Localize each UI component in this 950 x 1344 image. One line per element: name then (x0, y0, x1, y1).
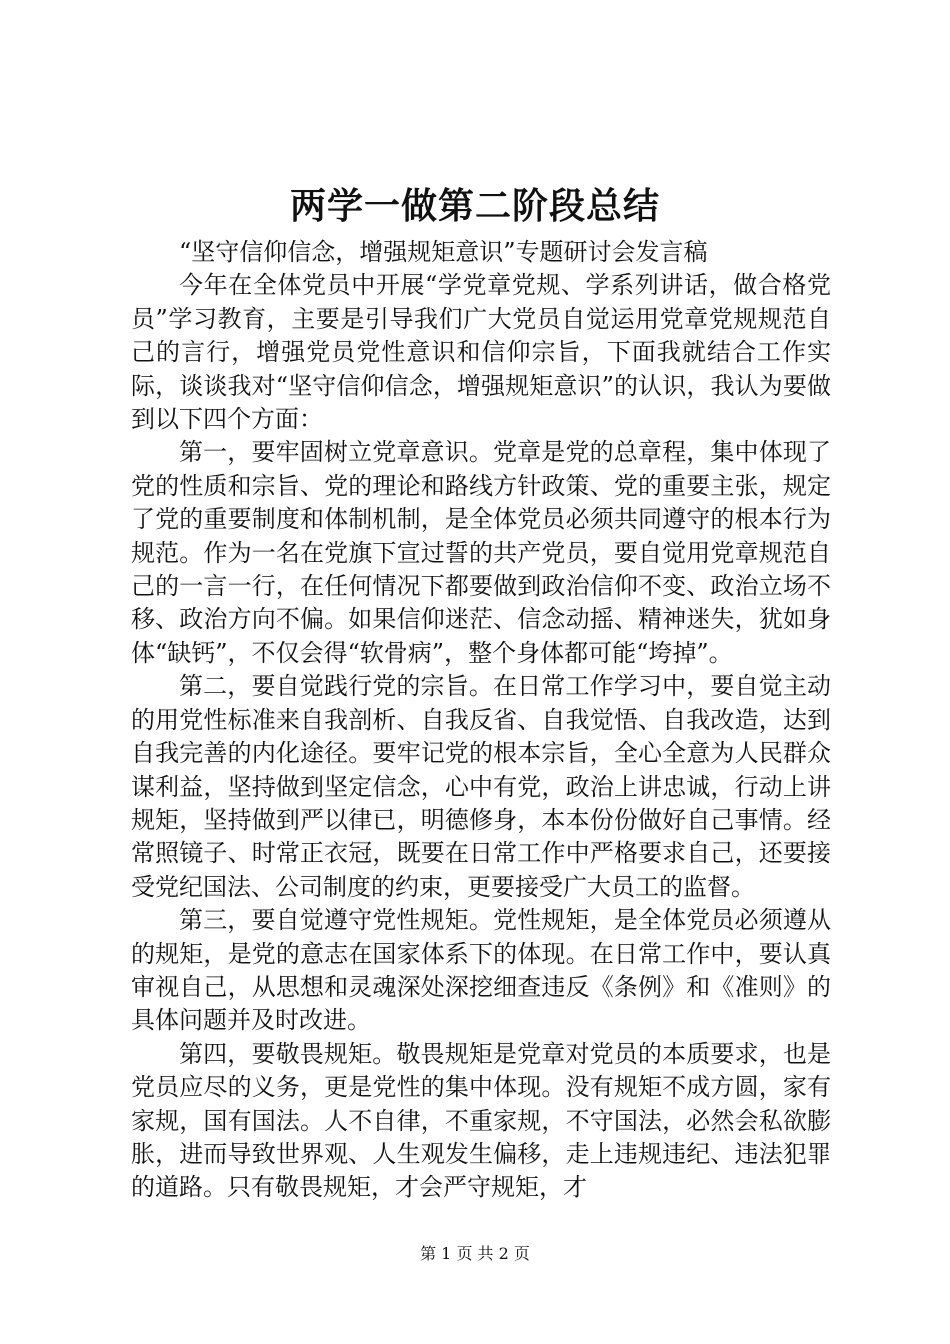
paragraph-point-3: 第三，要自觉遵守党性规矩。党性规矩，是全体党员必须遵从的规矩，是党的意志在国家体系下的体现。在日常工作中，要认真审视自己，从思想和灵魂深处深挖细查违反《条例》和《准则》的具体问题并及时改进。 (131, 906, 831, 1035)
document-body (131, 236, 831, 1205)
paragraph-point-4: 第四，要敬畏规矩。敬畏规矩是党章对党员的本质要求，也是党员应尽的义务，更是党性的集中体现。没有规矩不成方圆，家有家规，国有国法。人不自律，不重家规，不守国法，必然会私欲膨胀，进而导致世界观、人生观发生偏移，走上违规违纪、违法犯罪的道路。只有敬畏规矩，才会严守规矩，才 (131, 1039, 831, 1202)
paragraph-intro: 今年在全体党员中开展“学党章党规、学系列讲话，做合格党员”学习教育，主要是引导我们广大党员自觉运用党章党规规范自己的言行，增强党员党性意识和信仰宗旨，下面我就结合工作实际，谈谈我对“坚守信仰信念，增强规矩意识”的认识，我认为要做到以下四个方面： (131, 271, 831, 434)
paragraph-point-2: 第二，要自觉践行党的宗旨。在日常工作学习中，要自觉主动的用党性标准来自我剖析、自我反省、自我觉悟、自我改造，达到自我完善的内化途径。要牢记党的根本宗旨，全心全意为人民群众谋利益，坚持做到坚定信念，心中有党，政治上讲忠诚，行动上讲规矩，坚持做到严以律已，明德修身，本本份份做好自己事情。经常照镜子、时常正衣冠，既要在日常工作中严格要求自己，还要接受党纪国法、公司制度的约束，更要接受广大员工的监督。 (131, 672, 831, 901)
paragraph-point-1: 第一，要牢固树立党章意识。党章是党的总章程，集中体现了党的性质和宗旨、党的理论和路线方针政策、党的重要主张，规定了党的重要制度和体制机制，是全体党员必须共同遵守的根本行为规范。作为一名在党旗下宣过誓的共产党员，要自觉用党章规范自己的一言一行，在任何情况下都要做到政治信仰不变、政治立场不移、政治方向不偏。如果信仰迷茫、信念动摇、精神迷失，犹如身体“缺钙”，不仅会得“软骨病”，整个身体都可能“垮掉”。 (131, 438, 831, 667)
page-number-footer: 第 1 页 共 2 页 (420, 1244, 530, 1263)
page-title: 两学一做第二阶段总结 (289, 186, 660, 227)
paragraph-subtitle: “坚守信仰信念，增强规矩意识”专题研讨会发言稿 (179, 238, 708, 266)
